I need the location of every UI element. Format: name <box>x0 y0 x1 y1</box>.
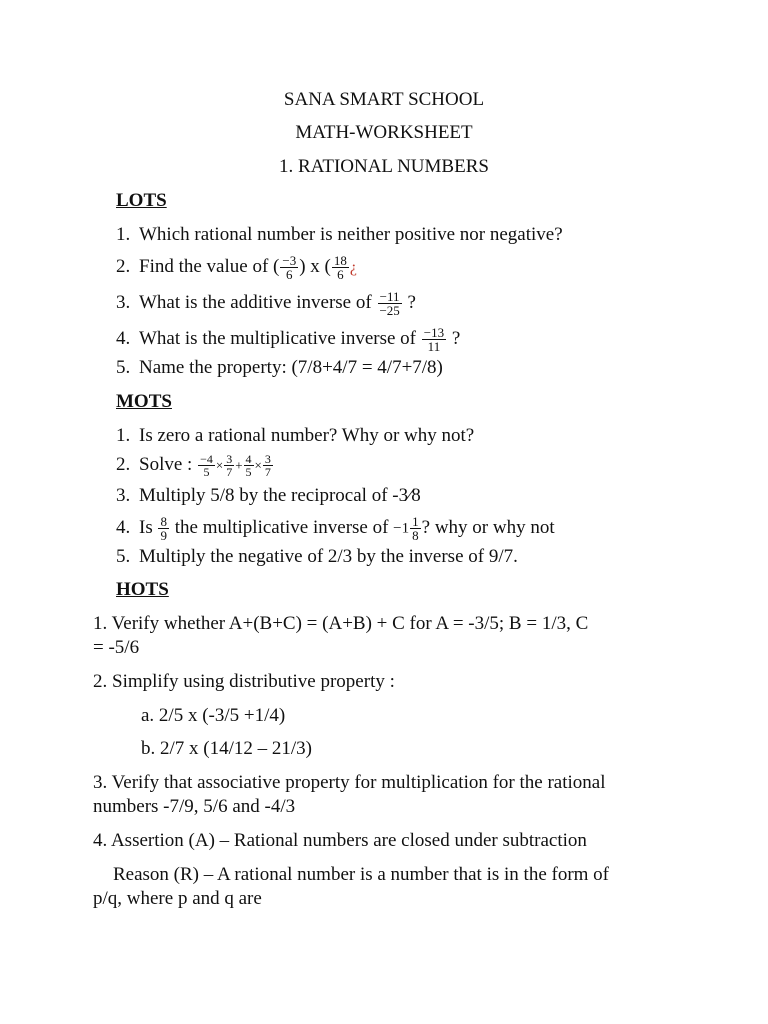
question-text: ) x ( <box>299 255 331 277</box>
fraction <box>158 515 169 542</box>
numerator: 1 <box>412 514 419 529</box>
numerator: 3 <box>264 452 271 466</box>
numerator: 3 <box>226 452 233 466</box>
section-title-mots: MOTS <box>116 391 172 412</box>
question-text: Multiply 5/8 by the reciprocal of -3⁄8 <box>139 485 421 506</box>
operator: + <box>235 457 243 473</box>
hots-question-4-reason: Reason (R) – A rational number is a number that is in the form of <box>113 864 610 885</box>
lots-question-5 <box>116 357 443 379</box>
school-name: SANA SMART SCHOOL <box>283 89 485 110</box>
question-text: ? why or why not <box>421 516 555 538</box>
question-number: 3. <box>116 485 131 506</box>
hots-question-4-assertion: 4. Assertion (A) – Rational numbers are closed under subtraction <box>93 830 587 851</box>
section-title-lots: LOTS <box>116 190 167 211</box>
mots-question-2 <box>116 453 274 478</box>
fraction <box>332 254 349 281</box>
mots-question-1 <box>116 425 474 447</box>
question-text: What is the multiplicative inverse of <box>139 327 421 349</box>
stray-glyph: ¿ <box>349 258 357 276</box>
fraction <box>263 453 273 478</box>
numerator: −13 <box>423 325 445 340</box>
question-number: 5. <box>116 357 131 378</box>
hots-question-2: 2. Simplify using distributive property : <box>93 671 395 692</box>
question-text: Which rational number is neither positive nor negative? <box>139 224 563 245</box>
question-text: ? <box>447 327 461 349</box>
denominator: 11 <box>427 339 441 354</box>
operator: × <box>215 457 224 473</box>
question-number: 4. <box>116 516 131 538</box>
mots-question-4 <box>116 515 555 542</box>
denominator: 5 <box>203 465 210 479</box>
question-text: the multiplicative inverse of <box>169 516 394 538</box>
question-number: 1. <box>116 425 131 446</box>
denominator: 6 <box>286 267 293 282</box>
question-number: 4. <box>116 327 131 349</box>
fraction <box>410 515 421 542</box>
numerator: −3 <box>282 253 297 268</box>
question-text: Name the property: (7/8+4/7 = 4/7+7/8) <box>139 357 443 378</box>
worksheet-title: MATH-WORKSHEET <box>295 122 473 143</box>
numerator: 18 <box>333 253 347 268</box>
lots-question-2 <box>116 254 357 281</box>
denominator: 9 <box>160 528 167 543</box>
question-number: 3. <box>116 291 131 313</box>
question-text: What is the additive inverse of <box>139 291 377 313</box>
question-number: 2. <box>116 255 131 277</box>
denominator: −25 <box>379 303 400 318</box>
numerator: 4 <box>245 452 252 466</box>
chapter-title: 1. RATIONAL NUMBERS <box>279 156 489 177</box>
question-text: Is zero a rational number? Why or why not? <box>139 425 475 446</box>
question-text: Solve : <box>139 453 198 475</box>
fraction <box>280 254 298 281</box>
numerator: −4 <box>200 452 213 466</box>
numerator: 8 <box>160 514 167 529</box>
hots-question-3-line-2: numbers -7/9, 5/6 and -4/3 <box>93 796 296 817</box>
hots-question-3-line-1: 3. Verify that associative property for multiplication for the rational <box>93 772 606 793</box>
operator: × <box>254 457 262 473</box>
question-number: 5. <box>116 546 131 567</box>
question-text: ? <box>402 291 416 313</box>
lots-question-1 <box>116 224 563 246</box>
lots-question-3 <box>116 290 416 317</box>
hots-question-1-line-2: = -5/6 <box>93 637 140 658</box>
section-title-hots: HOTS <box>116 579 169 600</box>
hots-question-2a: a. 2/5 x (-3/5 +1/4) <box>141 705 286 726</box>
question-text: Is <box>139 516 158 538</box>
mots-question-3 <box>116 485 421 507</box>
fraction <box>244 453 254 478</box>
lots-question-4 <box>116 326 460 353</box>
mots-question-5 <box>116 546 518 568</box>
question-number: 2. <box>116 453 131 475</box>
denominator: 6 <box>337 267 344 282</box>
hots-question-2b: b. 2/7 x (14/12 – 21/3) <box>141 738 312 759</box>
question-text: Find the value of ( <box>139 255 280 277</box>
question-text: Multiply the negative of 2/3 by the inverse of 9/7. <box>139 546 518 567</box>
question-number: 1. <box>116 224 131 245</box>
hots-question-4-reason-cont: p/q, where p and q are <box>93 888 262 909</box>
denominator: 7 <box>264 465 271 479</box>
denominator: 5 <box>245 465 252 479</box>
fraction <box>377 290 401 317</box>
fraction <box>198 453 215 478</box>
hots-question-1-line-1: 1. Verify whether A+(B+C) = (A+B) + C for A = -3/5; B = 1/3, C <box>93 613 589 634</box>
numerator: −11 <box>379 289 400 304</box>
fraction <box>422 326 446 353</box>
denominator: 7 <box>226 465 233 479</box>
mixed-number-whole: −1 <box>393 520 410 537</box>
denominator: 8 <box>412 528 419 543</box>
fraction <box>224 453 234 478</box>
